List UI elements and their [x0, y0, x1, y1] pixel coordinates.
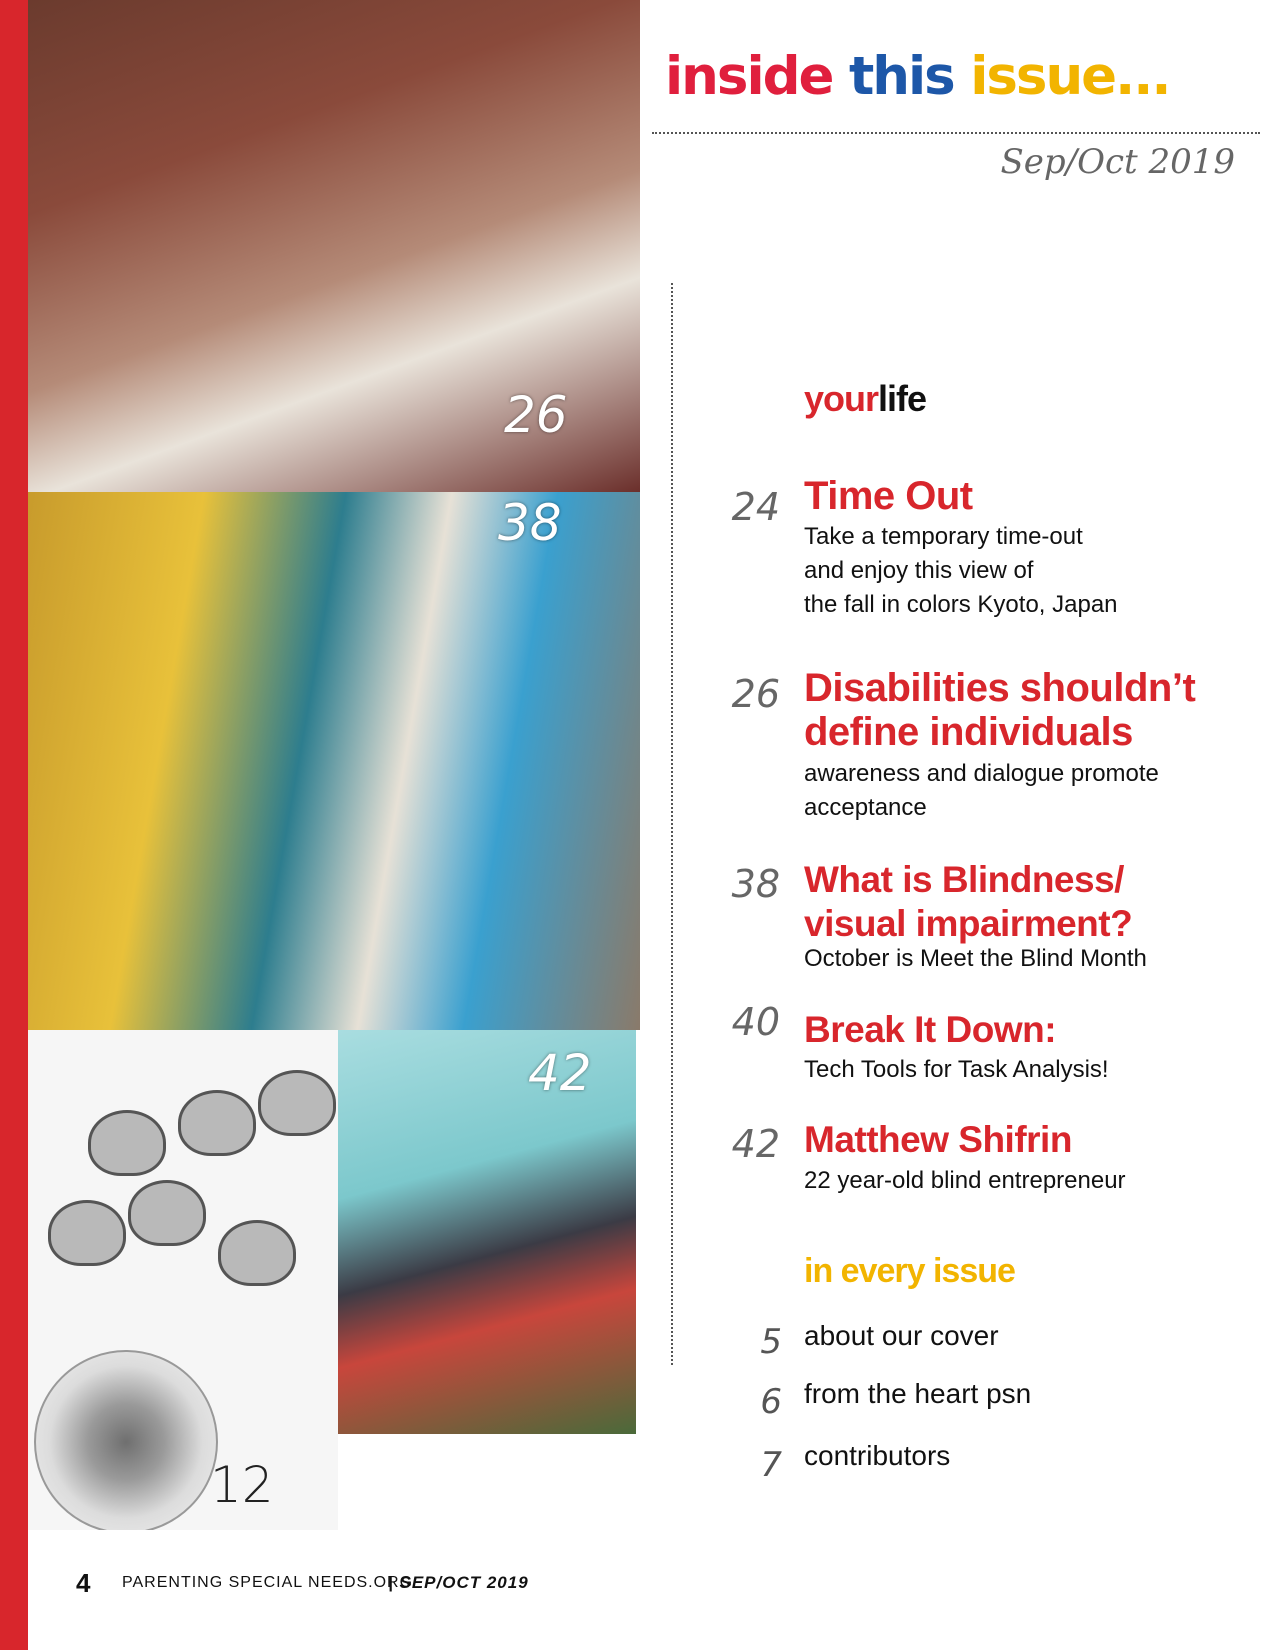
- helmet-icon: [128, 1180, 206, 1246]
- photo-business-huddle: [34, 1350, 218, 1530]
- section-heading-your-life: yourlife: [804, 378, 927, 419]
- page-title: inside this issue...: [665, 46, 1170, 107]
- article-page-number: 24: [731, 485, 780, 529]
- photo-page-number: 38: [498, 494, 562, 552]
- footer-issue-date: | SEP/OCT 2019: [388, 1573, 529, 1592]
- article-page-number: 26: [731, 672, 780, 716]
- helmet-icon: [218, 1220, 296, 1286]
- article-title[interactable]: Matthew Shifrin: [804, 1119, 1072, 1160]
- photo-page-number: 12: [210, 1456, 274, 1514]
- photo-children[interactable]: [28, 0, 640, 492]
- helmet-icon: [258, 1070, 336, 1136]
- title-divider: [652, 132, 1260, 134]
- photo-page-number: 42: [528, 1044, 592, 1102]
- photo-girl-art[interactable]: [28, 492, 640, 1030]
- article-description: Take a temporary time-out and enjoy this view of the fall in colors Kyoto, Japan: [804, 523, 1118, 618]
- footer-site-name: PARENTING SPECIAL NEEDS.ORG: [122, 1574, 414, 1591]
- item-page-number: 5: [760, 1322, 782, 1362]
- left-red-bar: [0, 0, 28, 1650]
- article-title[interactable]: Disabilities shouldn’t define individuals: [804, 666, 1196, 754]
- item-label[interactable]: from the heart psn: [804, 1378, 1032, 1409]
- article-description: awareness and dialogue promote acceptance: [804, 760, 1159, 821]
- article-description: 22 year-old blind entrepreneur: [804, 1167, 1126, 1194]
- article-title[interactable]: Time Out: [804, 474, 973, 518]
- issue-date: Sep/Oct 2019: [1000, 142, 1235, 182]
- vertical-divider: [671, 283, 673, 1365]
- item-page-number: 6: [760, 1382, 782, 1422]
- helmet-icon: [88, 1110, 166, 1176]
- photo-page-number: 26: [504, 386, 568, 444]
- footer-page-number: 4: [76, 1568, 91, 1598]
- article-title[interactable]: What is Blindness/ visual impairment?: [804, 859, 1133, 944]
- item-label[interactable]: contributors: [804, 1440, 951, 1471]
- article-description: October is Meet the Blind Month: [804, 945, 1147, 972]
- helmet-icon: [48, 1200, 126, 1266]
- article-title[interactable]: Break It Down:: [804, 1009, 1057, 1050]
- article-page-number: 40: [731, 1000, 780, 1044]
- illustration-team-huddle[interactable]: [28, 1030, 338, 1530]
- item-page-number: 7: [760, 1445, 782, 1485]
- photo-matthew-shifrin[interactable]: [338, 1030, 636, 1434]
- article-page-number: 38: [731, 862, 780, 906]
- helmet-icon: [178, 1090, 256, 1156]
- article-page-number: 42: [731, 1122, 780, 1166]
- article-description: Tech Tools for Task Analysis!: [804, 1056, 1109, 1083]
- section-heading-in-every-issue: in every issue: [804, 1252, 1015, 1290]
- item-label[interactable]: about our cover: [804, 1320, 999, 1351]
